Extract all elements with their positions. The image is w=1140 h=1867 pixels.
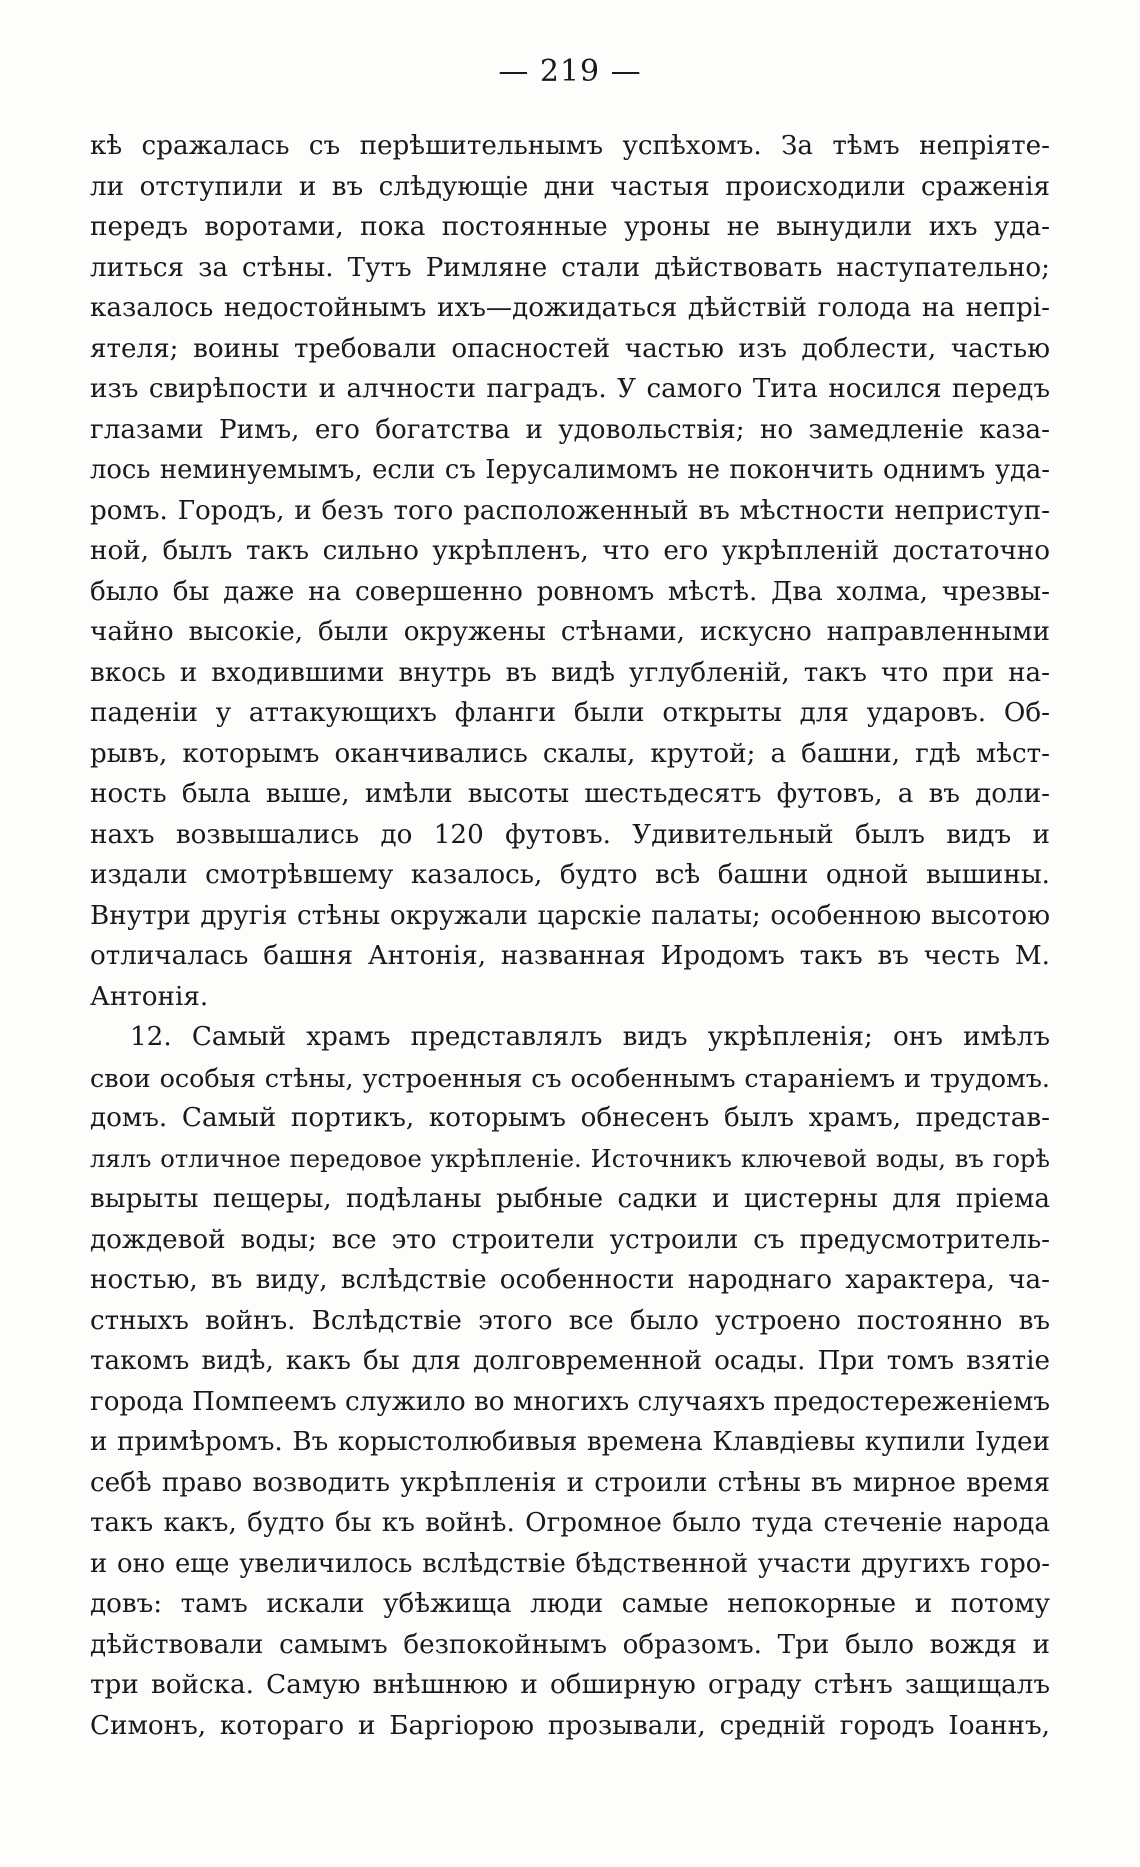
- text-line: и примѣромъ. Въ корыстолюбивыя времена Клавдіевы купили Іудеи: [90, 1427, 1050, 1457]
- text-line: было бы даже на совершенно ровномъ мѣстѣ. Два холма, чрезвы-: [90, 576, 1050, 607]
- text-line: кѣ сражалась съ перѣшительнымъ успѣхомъ. За тѣмъ непріяте-: [90, 131, 1050, 161]
- text-line: лялъ отличное передовое укрѣпленіе. Источникъ ключевой воды, въ горѣ: [90, 1144, 1050, 1173]
- text-line: довъ: тамъ искали убѣжища люди самые непокорные и потому: [90, 1589, 1050, 1619]
- text-line: Антонія.: [90, 981, 209, 1012]
- text-line: чайно высокіе, были окружены стѣнами, искусно направленными: [90, 617, 1050, 647]
- text-line: вырыты пещеры, подѣланы рыбные садки и цистерны для пріема: [90, 1184, 1050, 1214]
- text-line: Внутри другія стѣны окружали царскіе палаты; особенною высотою: [90, 900, 1050, 931]
- text-line: паденіи у аттакующихъ фланги были открыты для ударовъ. Об-: [90, 698, 1050, 728]
- text-line: лось неминуемымъ, если съ Іерусалимомъ не покончить однимъ уда-: [90, 455, 1050, 485]
- body-text: [90, 126, 1050, 1746]
- text-line: стныхъ войнъ. Вслѣдствіе этого все было устроено постоянно въ: [90, 1305, 1050, 1336]
- text-line: издали смотрѣвшему казалось, будто всѣ башни одной вышины.: [90, 860, 1050, 890]
- page-number: — 219 —: [498, 54, 642, 89]
- text-line: такъ какъ, будто бы къ войнѣ. Огромное было туда стеченіе народа: [90, 1508, 1050, 1538]
- text-line: такомъ видѣ, какъ бы для долговременной осады. При томъ взятіе: [90, 1346, 1050, 1376]
- text-line: ностью, въ виду, вслѣдствіе особенности народнаго характера, ча-: [90, 1265, 1050, 1295]
- text-line: ли отступили и въ слѣдующіе дни частыя происходили сраженія: [90, 171, 1050, 202]
- text-line: себѣ право возводить укрѣпленія и строили стѣны въ мирное время: [90, 1467, 1050, 1498]
- text-line: и оно еще увеличилось вслѣдствіе бѣдственной участи другихъ горо-: [90, 1548, 1050, 1579]
- text-line: города Помпеемъ служило во многихъ случаяхъ предостереженіемъ: [90, 1386, 1050, 1417]
- text-line: нахъ возвышались до 120 футовъ. Удивительный былъ видъ и: [90, 819, 1050, 850]
- text-line: литься за стѣны. Тутъ Римляне стали дѣйствовать наступательно;: [90, 252, 1050, 283]
- text-line: вкось и входившими внутрь въ видѣ углубленій, такъ что при на-: [90, 657, 1050, 688]
- text-line: домъ. Самый портикъ, которымъ обнесенъ былъ храмъ, представ-: [90, 1103, 1050, 1133]
- text-line: Симонъ, котораго и Баргіорою прозывали, средній городъ Іоаннъ,: [90, 1710, 1050, 1741]
- text-line: отличалась башня Антонія, названная Иродомъ такъ въ честь М.: [90, 941, 1050, 971]
- text-line: рывъ, которымъ оканчивались скалы, крутой; а башни, гдѣ мѣст-: [90, 738, 1050, 769]
- text-line: казалось недостойнымъ ихъ—дожидаться дѣйствій голода на непрі-: [90, 293, 1050, 323]
- text-line: ятеля; воины требовали опасностей частью изъ доблести, частью: [90, 333, 1050, 364]
- text-line: три войска. Самую внѣшнюю и обширную ограду стѣнъ защищалъ: [90, 1670, 1050, 1700]
- text-line: передъ воротами, пока постоянные уроны не вынудили ихъ уда-: [90, 212, 1050, 242]
- paragraph-start-line: 12. Самый храмъ представлялъ видъ укрѣпленія; онъ имѣлъ: [130, 1022, 1050, 1052]
- text-line: ромъ. Городъ, и безъ того расположенный въ мѣстности неприступ-: [90, 495, 1050, 526]
- text-line: свои особыя стѣны, устроенныя съ особеннымъ стараніемъ и трудомъ.: [90, 1062, 1050, 1093]
- text-line: ной, былъ такъ сильно укрѣпленъ, что его укрѣпленій достаточно: [90, 536, 1050, 566]
- text-line: глазами Римъ, его богатства и удовольствія; но замедленіе каза-: [90, 414, 1050, 445]
- text-line: ность была выше, имѣли высоты шестьдесятъ футовъ, а въ доли-: [90, 779, 1050, 809]
- text-line: дождевой воды; все это строители устроили съ предусмотритель-: [90, 1224, 1050, 1255]
- text-line: изъ свирѣпости и алчности паградъ. У самого Тита носился передъ: [90, 374, 1050, 404]
- text-line: дѣйствовали самымъ безпокойнымъ образомъ. Три было вождя и: [90, 1629, 1050, 1660]
